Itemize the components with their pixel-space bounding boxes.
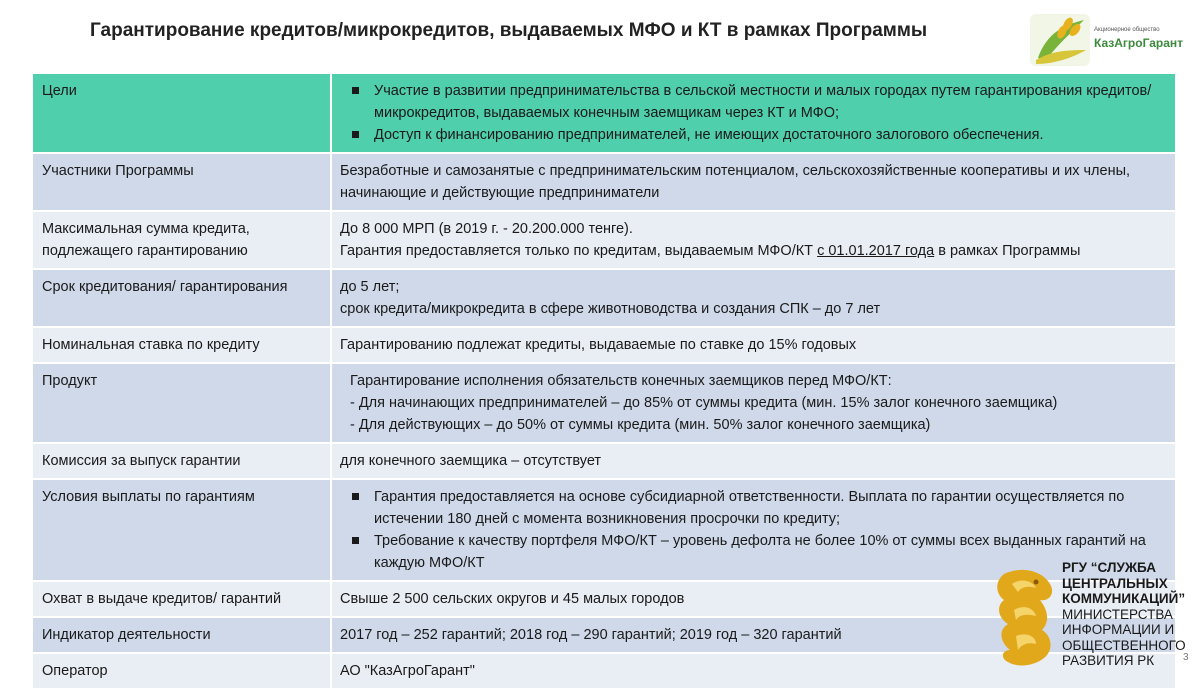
row-label: Продукт bbox=[33, 364, 332, 442]
ministry-line: ИНФОРМАЦИИ И bbox=[1062, 622, 1175, 637]
row-label: Цели bbox=[33, 74, 332, 152]
ministry-line: ОБЩЕСТВЕННОГО bbox=[1062, 637, 1186, 653]
note-date: с 01.01.2017 года bbox=[817, 243, 935, 259]
logo-name: КазАгроГарант bbox=[1094, 36, 1184, 50]
row-label: Комиссия за выпуск гарантии bbox=[33, 444, 332, 478]
note-text: Гарантия предоставляется только по кредитам, выдаваемым МФО/КТ bbox=[340, 243, 818, 259]
term-line: до 5 лет; bbox=[340, 279, 400, 295]
row-value: АО "КазАгроГарант" bbox=[332, 654, 1175, 688]
guarantee-date-note bbox=[340, 240, 1167, 262]
note-text: в рамках Программы bbox=[934, 243, 1081, 259]
table-row bbox=[33, 444, 1175, 478]
term-line: срок кредита/микрокредита в сфере животноводства и создания СПК – до 7 лет bbox=[340, 301, 881, 317]
max-amount-line: До 8 000 МРП (в 2019 г. - 20.200.000 тенге). bbox=[340, 221, 633, 237]
org-line: КОММУНИКАЦИЙ” bbox=[1062, 591, 1186, 606]
row-value: 2017 год – 252 гарантий; 2018 год – 290 гарантий; 2019 год – 320 гарантий bbox=[332, 618, 1175, 652]
page-number: 3 bbox=[1183, 652, 1189, 663]
row-value bbox=[332, 270, 1175, 326]
row-label: Оператор bbox=[33, 654, 332, 688]
row-value: Безработные и самозанятые с предпринимательским потенциалом, сельскохозяйственные кооперативы и их члены, начинающие и действующие предприниматели bbox=[332, 154, 1175, 210]
table-row bbox=[33, 328, 1175, 362]
ministry-line: МИНИСТЕРСТВА bbox=[1062, 606, 1173, 622]
product-line: - Для начинающих предпринимателей – до 85% от суммы кредита (мин. 15% залог конечного заемщика) bbox=[350, 395, 1058, 411]
table-row bbox=[33, 74, 1175, 152]
list-item: Требование к качеству портфеля МФО/КТ – уровень дефолта не более 10% от суммы всех выданных гарантий на каждую МФО/КТ bbox=[352, 530, 1167, 574]
table-row bbox=[33, 480, 1175, 580]
row-value bbox=[332, 212, 1175, 268]
row-value bbox=[332, 364, 1175, 442]
ministry-line: РАЗВИТИЯ РК bbox=[1062, 653, 1155, 668]
list-item: Участие в развитии предпринимательства в сельской местности и малых городах путем гарантирования кредитов/микрокредитов, выдаваемых конечным заемщикам через КТ и МФО; bbox=[352, 80, 1167, 124]
logo-tagline: Акционерное общество bbox=[1094, 27, 1160, 33]
row-label: Условия выплаты по гарантиям bbox=[33, 480, 332, 580]
goals-list bbox=[340, 80, 1167, 146]
row-value: для конечного заемщика – отсутствует bbox=[332, 444, 1175, 478]
payout-list bbox=[340, 486, 1167, 574]
product-line: Гарантирование исполнения обязательств конечных заемщиков перед МФО/КТ: bbox=[350, 373, 892, 389]
product-line: - Для действующих – до 50% от суммы кредита (мин. 50% залог конечного заемщика) bbox=[350, 417, 931, 433]
page-title: Гарантирование кредитов/микрокредитов, выдаваемых МФО и КТ в рамках Программы bbox=[90, 20, 928, 41]
table-row bbox=[33, 270, 1175, 326]
row-value: Свыше 2 500 сельских округов и 45 малых городов bbox=[332, 582, 1175, 616]
kazagrogarant-logo bbox=[1028, 10, 1193, 68]
row-value bbox=[332, 480, 1175, 580]
wheat-logo-icon bbox=[1028, 10, 1092, 68]
snow-leopard-emblem-icon bbox=[990, 566, 1062, 671]
row-label: Максимальная сумма кредита, подлежащего гарантированию bbox=[33, 212, 332, 268]
table-row bbox=[33, 154, 1175, 210]
table-row bbox=[33, 364, 1175, 442]
row-label: Охват в выдаче кредитов/ гарантий bbox=[33, 582, 332, 616]
org-line: ЦЕНТРАЛЬНЫХ bbox=[1062, 575, 1168, 591]
org-line: РГУ “СЛУЖБА bbox=[1062, 560, 1156, 575]
row-label: Индикатор деятельности bbox=[33, 618, 332, 652]
row-value: Гарантированию подлежат кредиты, выдаваемые по ставке до 15% годовых bbox=[332, 328, 1175, 362]
row-value bbox=[332, 74, 1175, 152]
row-label: Срок кредитования/ гарантирования bbox=[33, 270, 332, 326]
list-item: Доступ к финансированию предпринимателей, не имеющих достаточного залогового обеспечения. bbox=[352, 124, 1167, 146]
row-label: Участники Программы bbox=[33, 154, 332, 210]
table-row bbox=[33, 212, 1175, 268]
ministry-caption bbox=[1062, 560, 1197, 669]
row-label: Номинальная ставка по кредиту bbox=[33, 328, 332, 362]
list-item: Гарантия предоставляется на основе субсидиарной ответственности. Выплата по гарантии осуществляется по истечении 180 дней с момента возникновения просрочки по кредиту; bbox=[352, 486, 1167, 530]
